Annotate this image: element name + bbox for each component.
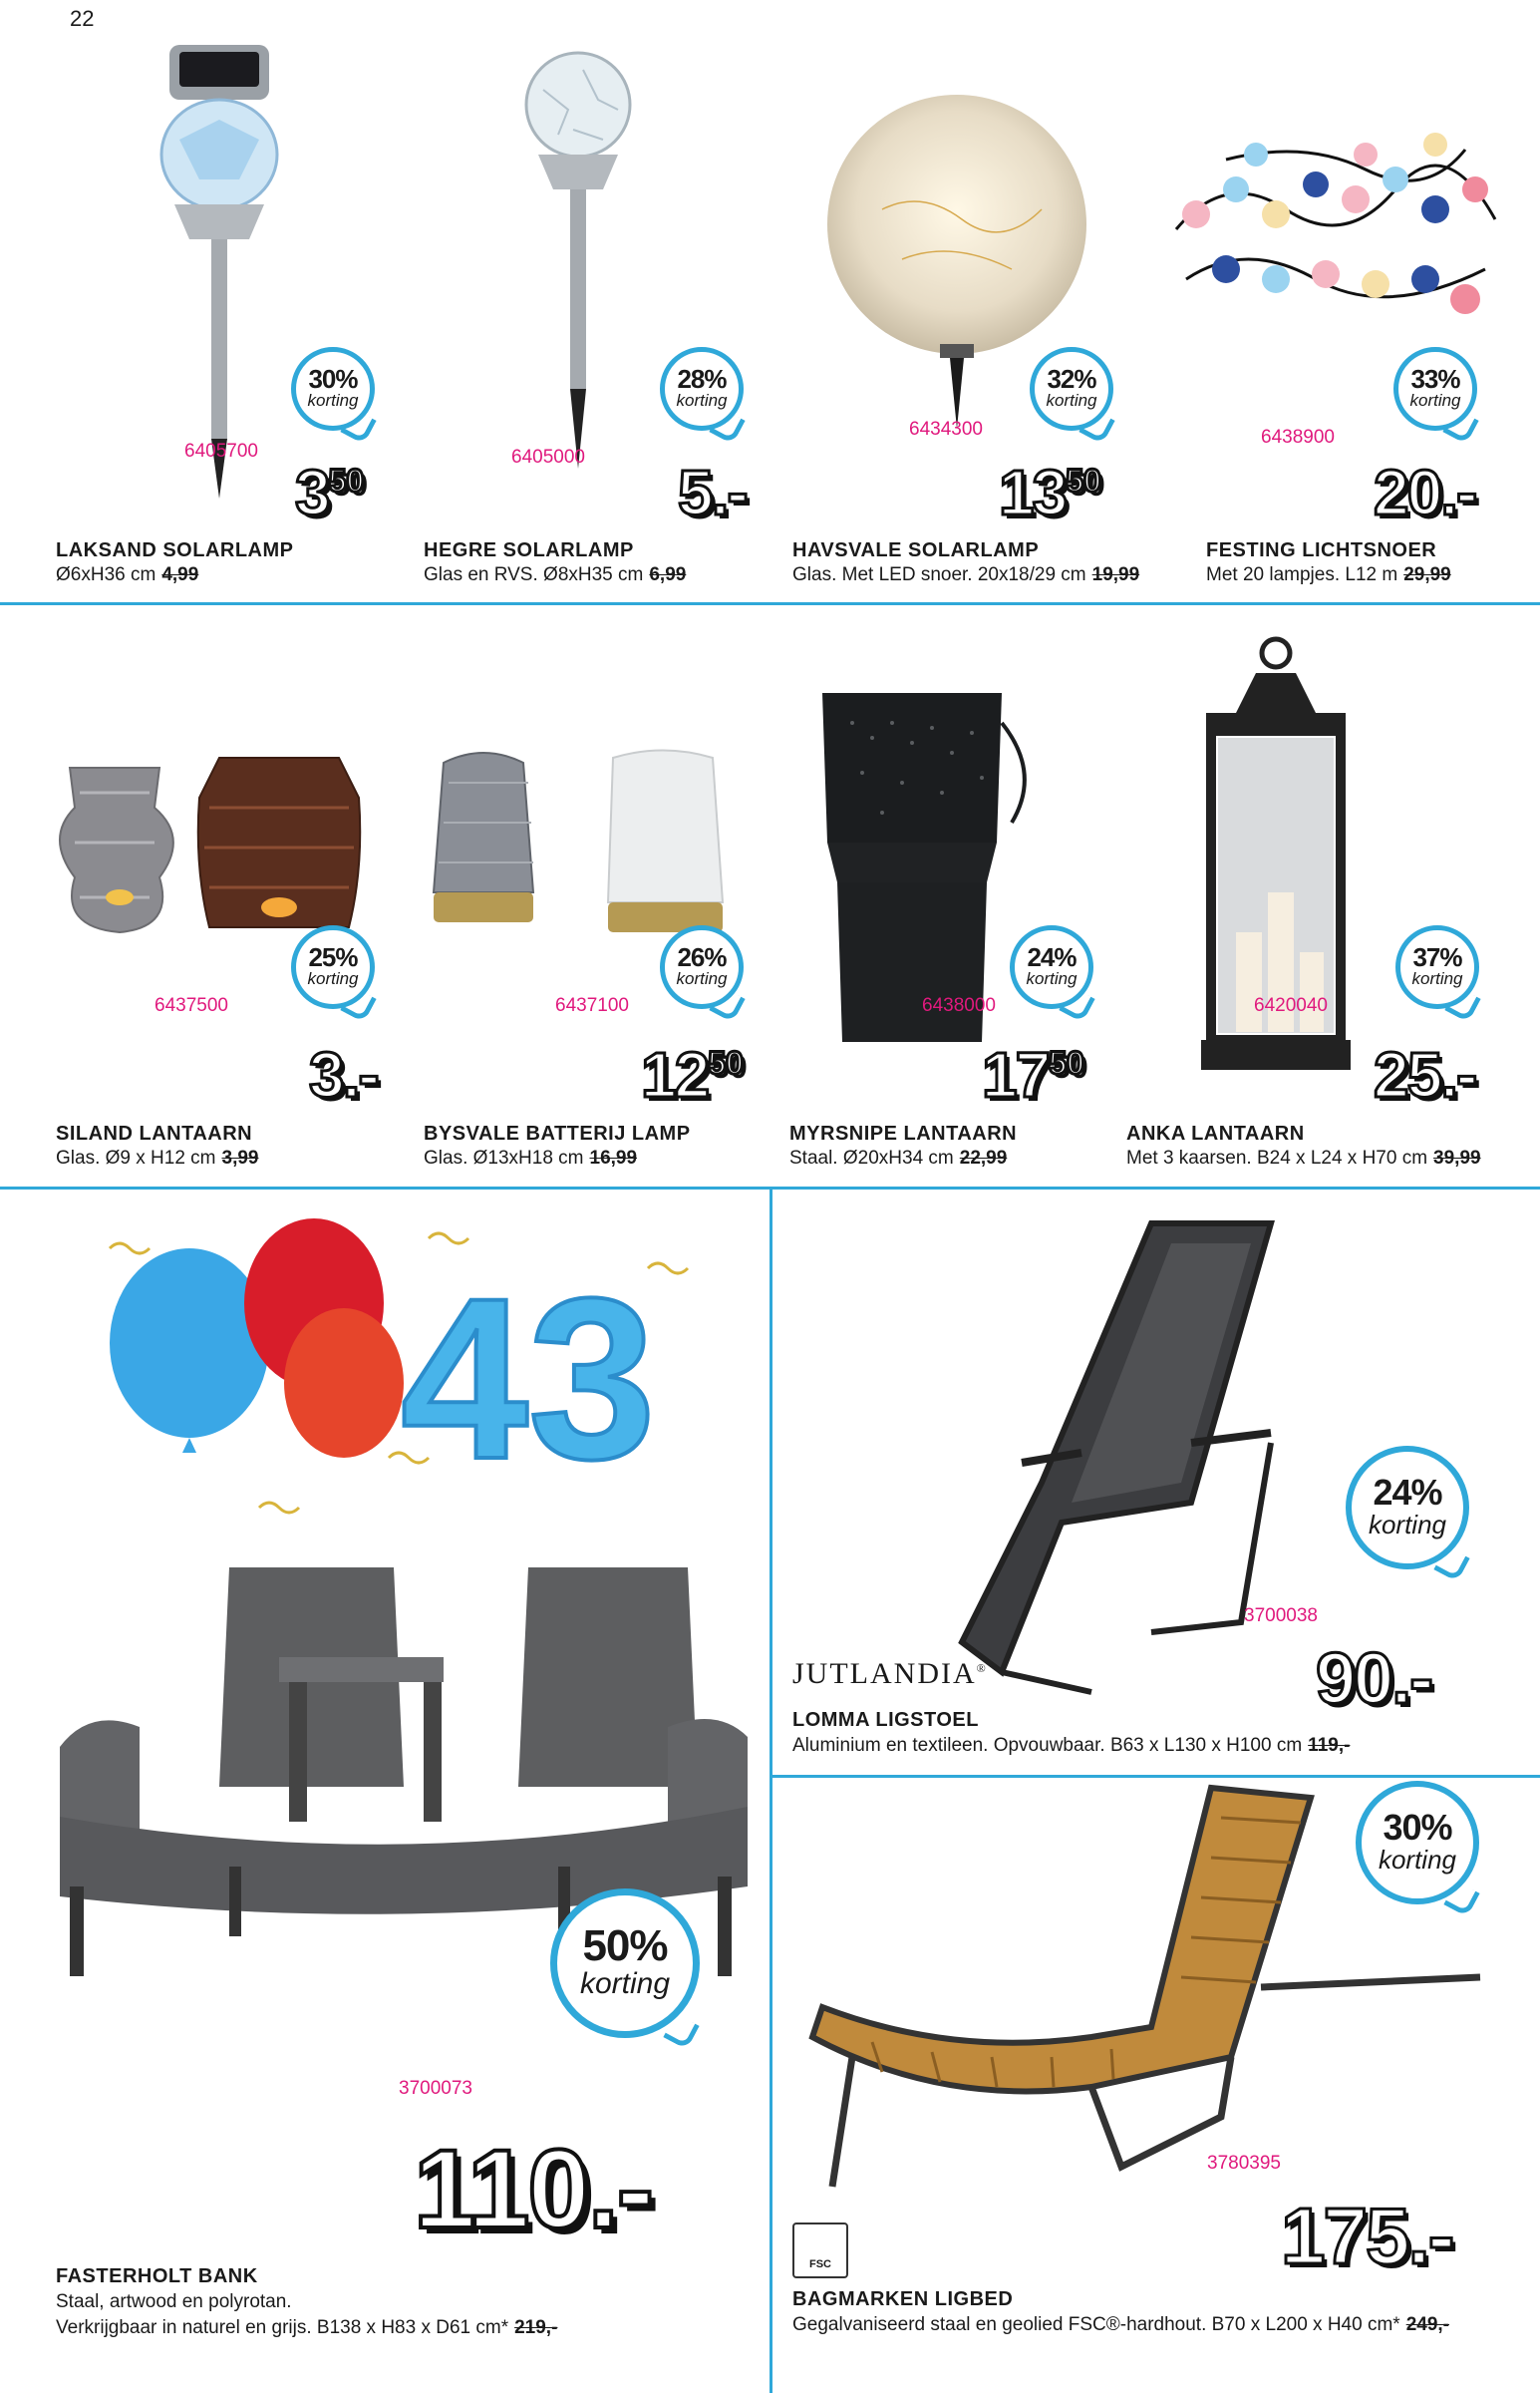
price: $3^{50}$ (295, 457, 365, 528)
product-name: HEGRE SOLARLAMP (424, 539, 634, 561)
product-desc: Met 20 lampjes. L12 m 29,99 (1206, 564, 1451, 585)
product-name: ANKA LANTAARN (1126, 1123, 1305, 1145)
sku-code: 3700073 (399, 2078, 472, 2099)
old-price: 39,99 (1433, 1148, 1481, 1169)
discount-badge: 24% korting (1346, 1446, 1469, 1569)
product-desc: Staal. Ø20xH34 cm 22,99 (789, 1148, 1008, 1169)
brand-logo: JUTLANDIA® (792, 1657, 988, 1690)
product-hegre[interactable] (384, 0, 768, 598)
discount-badge: 30% korting (1356, 1781, 1479, 1904)
product-desc: Ø6xH36 cm 4,99 (56, 564, 199, 585)
product-desc: Gegalvaniseerd staal en geolied FSC®-hardhout. B70 x L200 x H40 cm* 249,- (792, 2314, 1449, 2335)
product-name: LOMMA LIGSTOEL (792, 1709, 979, 1731)
product-desc: Aluminium en textileen. Opvouwbaar. B63 x L130 x H100 cm 119,- (792, 1735, 1351, 1756)
sku-code: 6434300 (909, 419, 983, 440)
sku-code: 3700038 (1244, 1605, 1318, 1626)
page-number: 22 (70, 6, 95, 31)
string-lights-image (1166, 130, 1505, 339)
price: 5.- (678, 457, 747, 528)
price: 110.- (414, 2127, 653, 2251)
product-laksand[interactable] (0, 0, 384, 598)
product-name: SILAND LANTAARN (56, 1123, 253, 1145)
old-price: 22,99 (959, 1148, 1008, 1169)
product-name: FASTERHOLT BANK (56, 2265, 258, 2287)
product-desc: Glas. Met LED snoer. 20x18/29 cm 19,99 (792, 564, 1140, 585)
sku-code: 6405000 (511, 447, 585, 468)
product-siland[interactable] (0, 608, 384, 1182)
lounge-chair-image (942, 1203, 1321, 1702)
old-price: 249,- (1405, 2314, 1449, 2335)
product-desc-1: Staal, artwood en polyrotan. (56, 2291, 292, 2312)
sku-code: 6438900 (1261, 427, 1335, 448)
balloon-number: 43 (401, 1250, 656, 1507)
product-name: BYSVALE BATTERIJ LAMP (424, 1123, 691, 1145)
old-price: 119,- (1308, 1735, 1351, 1756)
product-desc: Glas. Ø13xH18 cm 16,99 (424, 1148, 638, 1169)
discount-badge: 30% korting (291, 347, 375, 431)
discount-badge: 33% korting (1393, 347, 1477, 431)
old-price: 19,99 (1091, 564, 1140, 585)
row-divider-1 (0, 602, 1540, 605)
product-lomma[interactable] (772, 1189, 1540, 1773)
product-bysvale[interactable] (384, 608, 768, 1182)
sku-code: 6437100 (555, 995, 629, 1016)
price: 25.- (1374, 1039, 1476, 1111)
old-price: 3,99 (221, 1148, 259, 1169)
discount-badge: 26% korting (660, 925, 744, 1009)
product-myrsnipe[interactable] (768, 608, 1126, 1182)
discount-badge: 50% korting (550, 1888, 700, 2038)
product-name: MYRSNIPE LANTAARN (789, 1123, 1018, 1145)
product-festing[interactable] (1166, 0, 1540, 598)
old-price: 16,99 (589, 1148, 638, 1169)
product-desc-2: Verkrijgbaar in naturel en grijs. B138 x H83 x D61 cm* 219,- (56, 2317, 558, 2338)
old-price: 6,99 (649, 564, 687, 585)
glass-lanterns-image (60, 748, 379, 947)
sku-code: 6420040 (1254, 995, 1328, 1016)
discount-badge: 25% korting (291, 925, 375, 1009)
product-name: FESTING LICHTSNOER (1206, 539, 1437, 561)
product-anka[interactable] (1126, 608, 1540, 1182)
price: $17^{50}$ (982, 1039, 1084, 1111)
party-balloons-image (90, 1208, 708, 1567)
product-bagmarken[interactable] (772, 1778, 1540, 2393)
sku-code: 6405700 (184, 441, 258, 462)
price: 175.- (1281, 2192, 1453, 2280)
discount-badge: 32% korting (1030, 347, 1113, 431)
price: $13^{50}$ (999, 457, 1101, 528)
glass-solar-lamp-image (523, 40, 633, 469)
product-name: LAKSAND SOLARLAMP (56, 539, 294, 561)
product-name: BAGMARKEN LIGBED (792, 2288, 1014, 2310)
fsc-logo: FSC (792, 2222, 848, 2278)
product-desc: Glas. Ø9 x H12 cm 3,99 (56, 1148, 259, 1169)
price: 20.- (1374, 457, 1476, 528)
discount-badge: 37% korting (1395, 925, 1479, 1009)
product-havsvale[interactable] (768, 0, 1166, 598)
solar-lamp-image (159, 40, 279, 499)
discount-badge: 24% korting (1010, 925, 1093, 1009)
price: $12^{50}$ (641, 1039, 744, 1111)
discount-badge: 28% korting (660, 347, 744, 431)
old-price: 29,99 (1403, 564, 1451, 585)
sku-code: 6438000 (922, 995, 996, 1016)
product-fasterholt[interactable] (0, 1189, 768, 2393)
price: 3.- (309, 1039, 378, 1111)
product-name: HAVSVALE SOLARLAMP (792, 539, 1040, 561)
sku-code: 3780395 (1207, 2153, 1281, 2174)
product-desc: Glas en RVS. Ø8xH35 cm 6,99 (424, 564, 687, 585)
sku-code: 6437500 (154, 995, 228, 1016)
old-price: 4,99 (161, 564, 199, 585)
price: 90.- (1316, 1639, 1432, 1719)
product-desc: Met 3 kaarsen. B24 x L24 x H70 cm 39,99 (1126, 1148, 1481, 1169)
old-price: 219,- (514, 2317, 558, 2338)
